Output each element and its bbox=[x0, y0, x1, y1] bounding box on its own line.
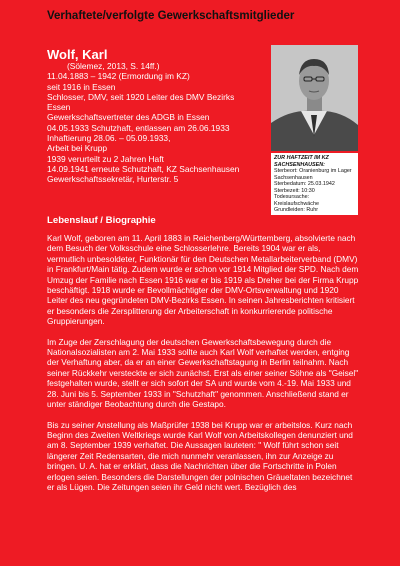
fact-line: Inhaftierung 28.06. – 05.09.1933, bbox=[47, 133, 171, 144]
info-box-line: Sterbedatum: 25.03.1942 bbox=[274, 181, 335, 187]
info-box-title: ZUR HAFTZEIT IM KZ bbox=[274, 155, 329, 161]
biography-paragraph: Karl Wolf, geboren am 11. April 1883 in Reichenberg/Württemberg, absolvierte nach dem Besuch der Volksschule eine Schlosserlehre. Bereits 1904 war er als, vermutlich unbesoldeter, Funktionär für den Deutschen Metallarbeiterverband (DMV) in Frankfurt/Main tätig. Zudem wurde er schon vor 1914 Mitglied der SPD. Nach dem Umzug der Familie nach Essen 1916 war er bis 1919 als Dreher bei der Firma Krupp beschäftigt. 1918 wurde er Bevollmächtigter der DMV-Ortsverwaltung und 1920 Leiter des neu gegründeten DMV-Bezirks Essen. In seinen Jahresberichten kritisiert er besonders die Zersplitterung der Arbeiterschaft in konkurrierende politische Gruppierungen. bbox=[47, 233, 359, 327]
fact-line: Essen bbox=[47, 102, 71, 113]
info-box-line: Sachsenhausen bbox=[274, 174, 313, 181]
portrait-photo bbox=[271, 45, 358, 151]
biography-text bbox=[47, 233, 359, 502]
info-box-line: Sterbeort: Oranienburg im Lager bbox=[274, 168, 352, 174]
fact-line: 14.09.1941 erneute Schutzhaft, KZ Sachsenhausen bbox=[47, 163, 240, 174]
fact-line: 11.04.1883 – 1942 (Ermordung im KZ) bbox=[47, 71, 190, 82]
info-box-line: Grundleiden: Ruhr bbox=[274, 207, 319, 213]
person-name: Wolf, Karl bbox=[47, 47, 108, 62]
info-box-title: SACHSENHAUSEN: bbox=[274, 161, 325, 168]
fact-line: seit 1916 in Essen bbox=[47, 81, 116, 92]
fact-line: Gewerkschaftssekretär, Hurterstr. 5 bbox=[47, 174, 179, 185]
death-info-box bbox=[271, 153, 358, 215]
fact-line: 1939 verurteilt zu 2 Jahren Haft bbox=[47, 153, 164, 164]
fact-line: 04.05.1933 Schutzhaft, entlassen am 26.06.1933 bbox=[47, 122, 230, 133]
fact-line: Gewerkschaftsvertreter des ADGB in Essen bbox=[47, 112, 210, 123]
biography-paragraph: Im Zuge der Zerschlagung der deutschen Gewerkschaftsbewegung durch die Nationalsozialisten am 2. Mai 1933 sollte auch Karl Wolf verhaftet werden, entging der Verhaftung aber, da er an einer Gewerkschaftstagung in Berlin teilnahm. Nach seiner Rückkehr versteckte er sich zunächst. Erst als einer seiner Söhne als "Geisel" festgehalten wurde, stellt er sich sofort der SA und wurde vom 4.-19. Mai 1933 und 28. Juni bis 5. September 1933 in "Schutzhaft" genommen. Anschließend stand er unter ständiger Beobachtung durch die Gestapo. bbox=[47, 336, 359, 410]
portrait-image bbox=[271, 45, 358, 151]
fact-source: (Sölemez, 2013, S. 14ff.) bbox=[67, 61, 160, 71]
document-title: Verhaftete/verfolgte Gewerkschaftsmitglieder bbox=[47, 10, 295, 22]
fact-line: Schlosser, DMV, seit 1920 Leiter des DMV Bezirks bbox=[47, 91, 235, 102]
biography-paragraph: Bis zu seiner Anstellung als Maßprüfer 1938 bei Krupp war er arbeitslos. Kurz nach Beginn des Zweiten Weltkriegs wurde Karl Wolf von Arbeitskollegen denunziert und am 8. September 1939 verhaftet. Die Aussagen lauteten: " Wolf führt schon seit längerer Zeit Redensarten, die mich nunmehr veranlassen, ihn zur Anzeige zu bringen. U. A. hat er erklärt, dass die Nachrichten über die Fortschritte in Polen erlogen seien. Besonders die Darstellungen der polnischen Gräueltaten bezeichnet er als Lügen. Die Zeitungen seien ihr Geld nicht wert. Bezüglich des bbox=[47, 419, 353, 492]
fact-line: Arbeit bei Krupp bbox=[47, 143, 108, 154]
person-facts bbox=[47, 61, 277, 185]
info-box-line: Todesursache: Kreislaufschwäche bbox=[274, 194, 319, 207]
info-box-line: Sterbezeit: 10:30 bbox=[274, 187, 315, 194]
biography-heading: Lebenslauf / Biographie bbox=[47, 215, 156, 226]
